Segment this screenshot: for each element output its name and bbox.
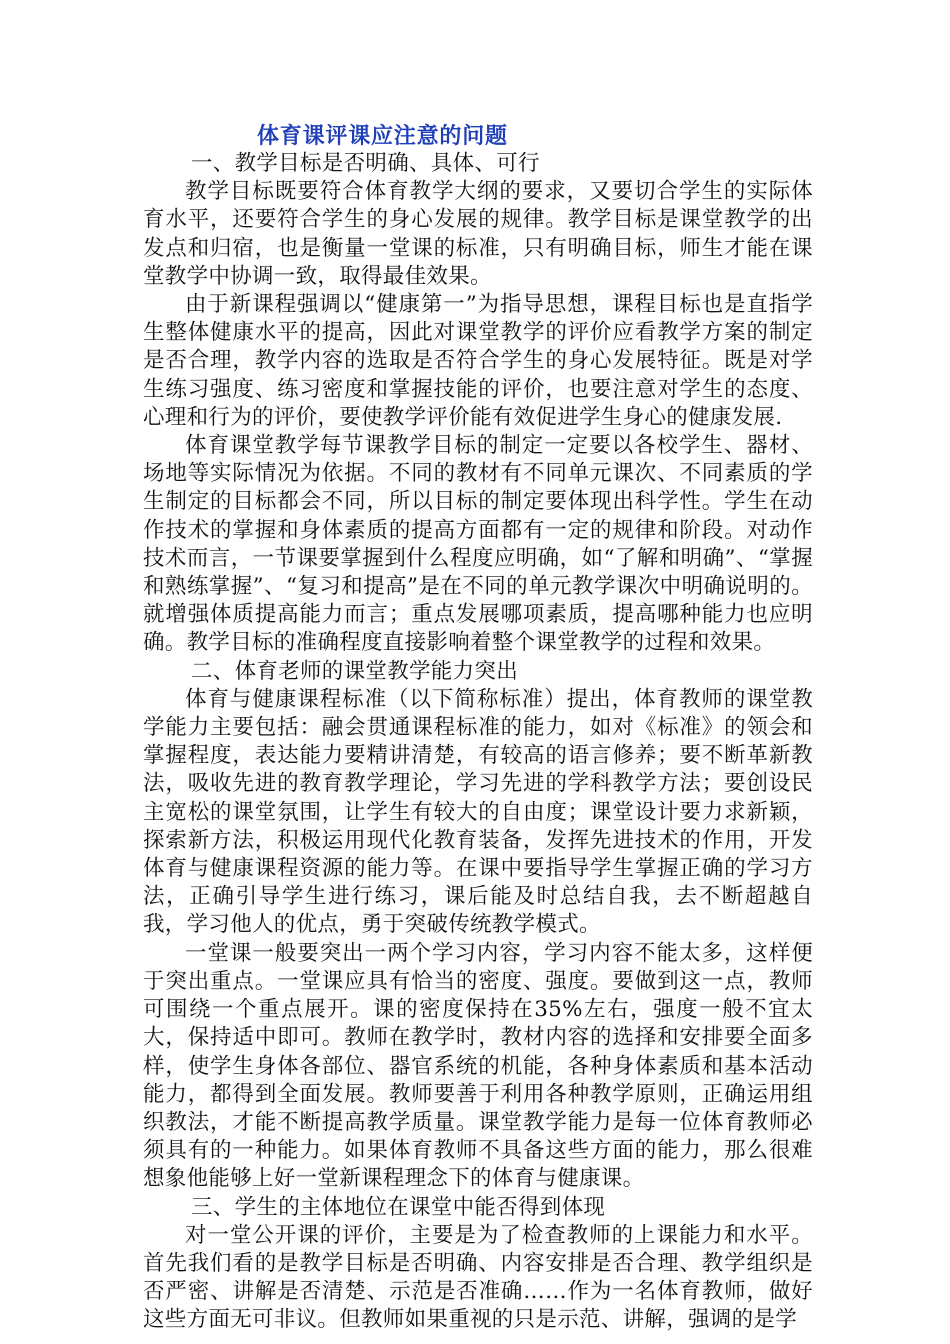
section-heading-3: 三、学生的主体地位在课堂中能否得到体现 (191, 1194, 606, 1220)
paragraph-6: 对一堂公开课的评价，主要是为了检查教师的上课能力和水平。首先我们看的是教学目标是否明确、内容安排是否合理、教学组织是否严密、讲解是否清楚、示范是否准确……作为一名体育教师，做好这些方面无可非议。但教师如果重视的只是示范、讲解，强调的是学 (143, 1222, 813, 1333)
paragraph-2: 由于新课程强调以“健康第一”为指导思想，课程目标也是直指学生整体健康水平的提高，因此对课堂教学的评价应看教学方案的制定是否合理，教学内容的选取是否符合学生的身心发展特征。既是对学生练习强度、练习密度和掌握技能的评价，也要注意对学生的态度、心理和行为的评价，要使教学评价能有效促进学生身心的健康发展. (143, 292, 813, 430)
paragraph-5: 一堂课一般要突出一两个学习内容，学习内容不能太多，这样便于突出重点。一堂课应具有恰当的密度、强度。要做到这一点，教师可围绕一个重点展开。课的密度保持在35%左右，强度一般不宜太大，保持适中即可。教师在教学时，教材内容的选择和安排要全面多样，使学生身体各部位、器官系统的机能，各种身体素质和基本活动能力，都得到全面发展。教师要善于利用各种教学原则，正确运用组织教法，才能不断提高教学质量。课堂教学能力是每一位体育教师必须具有的一种能力。如果体育教师不具备这些方面的能力，那么很难想象他能够上好一堂新课程理念下的体育与健康课。 (143, 940, 813, 1192)
document-title: 体育课评课应注意的问题 (257, 123, 508, 149)
section-heading-1: 一、教学目标是否明确、具体、可行 (191, 151, 540, 176)
paragraph-3: 体育课堂教学每节课教学目标的制定一定要以各校学生、器材、场地等实际情况为依据。不同的教材有不同单元课次、不同素质的学生制定的目标都会不同，所以目标的制定要体现出科学性。学生在动作技术的掌握和身体素质的提高方面都有一定的规律和阶段。对动作技术而言，一节课要掌握到什么程度应明确，如“了解和明确”、“掌握和熟练掌握”、“复习和提高”是在不同的单元教学课次中明确说明的。就增强体质提高能力而言；重点发展哪项素质，提高哪种能力也应明确。教学目标的准确程度直接影响着整个课堂教学的过程和效果。 (143, 433, 813, 656)
document-body (143, 122, 813, 1335)
section-heading-2: 二、体育老师的课堂教学能力突出 (191, 658, 519, 684)
paragraph-1: 教学目标既要符合体育教学大纲的要求，又要切合学生的实际体育水平，还要符合学生的身心发展的规律。教学目标是课堂教学的出发点和归宿，也是衡量一堂课的标准，只有明确目标，师生才能在课堂教学中协调一致，取得最佳效果。 (143, 179, 813, 289)
paragraph-4: 体育与健康课程标准（以下简称标准）提出，体育教师的课堂教学能力主要包括：融会贯通课程标准的能力，如对《标准》的领会和掌握程度，表达能力要精讲清楚，有较高的语言修养；要不断革新教法，吸收先进的教育教学理论，学习先进的学科教学方法；要创设民主宽松的课堂氛围，让学生有较大的自由度；课堂设计要力求新颖，探索新方法，积极运用现代化教育装备，发挥先进技术的作用，开发体育与健康课程资源的能力等。在课中要指导学生掌握正确的学习方法，正确引导学生进行练习，课后能及时总结自我，去不断超越自我，学习他人的优点，勇于突破传统教学模式。 (143, 686, 813, 938)
